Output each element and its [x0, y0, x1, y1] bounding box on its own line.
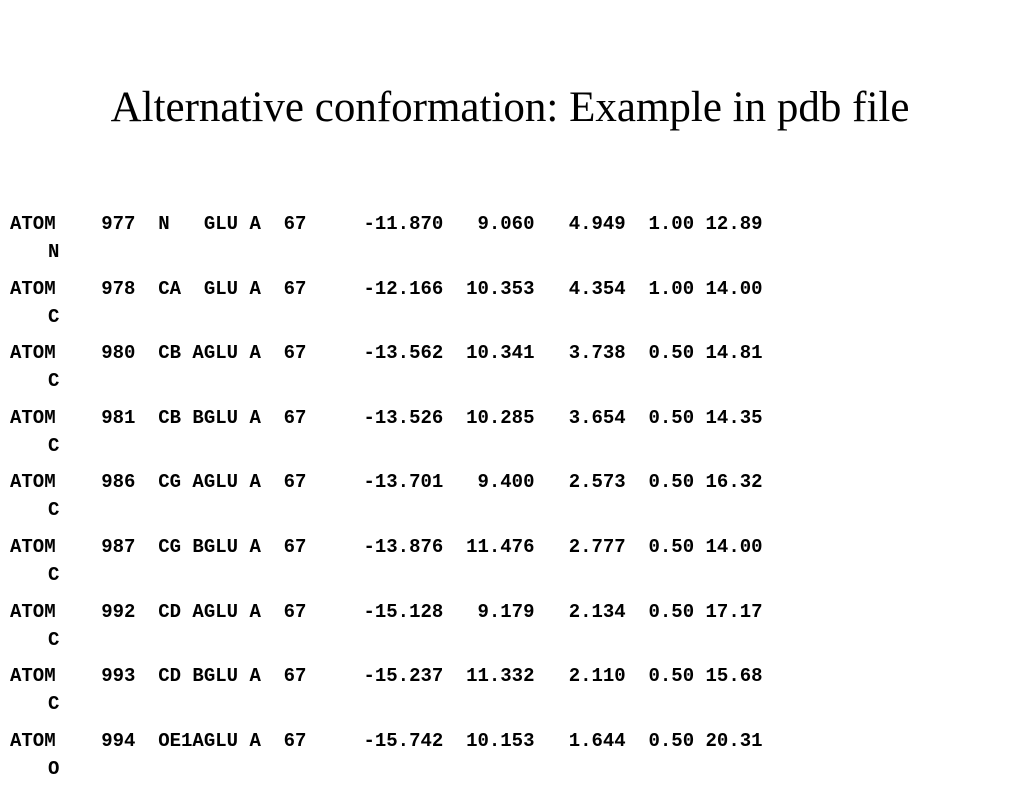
pdb-atom-record [10, 468, 1014, 533]
pdb-atom-record [10, 662, 1014, 727]
pdb-element-symbol: C [48, 305, 60, 328]
pdb-atom-record [10, 598, 1014, 663]
pdb-element-symbol: C [48, 563, 60, 586]
pdb-element-symbol: C [48, 499, 60, 522]
pdb-atom-line: ATOM 977 N GLU A 67 -11.870 9.060 4.949 1.00 12.89 [10, 213, 763, 235]
pdb-atom-line: ATOM 978 CA GLU A 67 -12.166 10.353 4.354 1.00 14.00 [10, 277, 763, 300]
pdb-atom-record [10, 404, 1014, 469]
pdb-atom-line: ATOM 986 CG AGLU A 67 -13.701 9.400 2.573 0.50 16.32 [10, 471, 763, 494]
pdb-element-symbol: O [48, 757, 60, 780]
pdb-atom-record [10, 339, 1014, 404]
pdb-atom-record [10, 727, 1014, 791]
slide-title: Alternative conformation: Example in pdb file [110, 84, 910, 131]
pdb-atom-line: ATOM 993 CD BGLU A 67 -15.237 11.332 2.110 0.50 15.68 [10, 665, 763, 688]
pdb-record-list [10, 210, 1014, 791]
pdb-element-symbol: C [48, 434, 60, 457]
pdb-atom-line: ATOM 994 OE1AGLU A 67 -15.742 10.153 1.644 0.50 20.31 [10, 729, 763, 752]
pdb-atom-line: ATOM 981 CB BGLU A 67 -13.526 10.285 3.654 0.50 14.35 [10, 406, 763, 429]
pdb-atom-line: ATOM 992 CD AGLU A 67 -15.128 9.179 2.134 0.50 17.17 [10, 600, 763, 623]
pdb-atom-line: ATOM 987 CG BGLU A 67 -13.876 11.476 2.777 0.50 14.00 [10, 535, 763, 558]
pdb-atom-record [10, 533, 1014, 598]
pdb-element-symbol: N [48, 241, 60, 263]
pdb-element-symbol: C [48, 628, 60, 651]
pdb-element-symbol: C [48, 370, 60, 393]
pdb-atom-record [10, 210, 1014, 275]
pdb-atom-line: ATOM 980 CB AGLU A 67 -13.562 10.341 3.738 0.50 14.81 [10, 342, 763, 365]
pdb-element-symbol: C [48, 693, 60, 716]
pdb-atom-record [10, 275, 1014, 340]
